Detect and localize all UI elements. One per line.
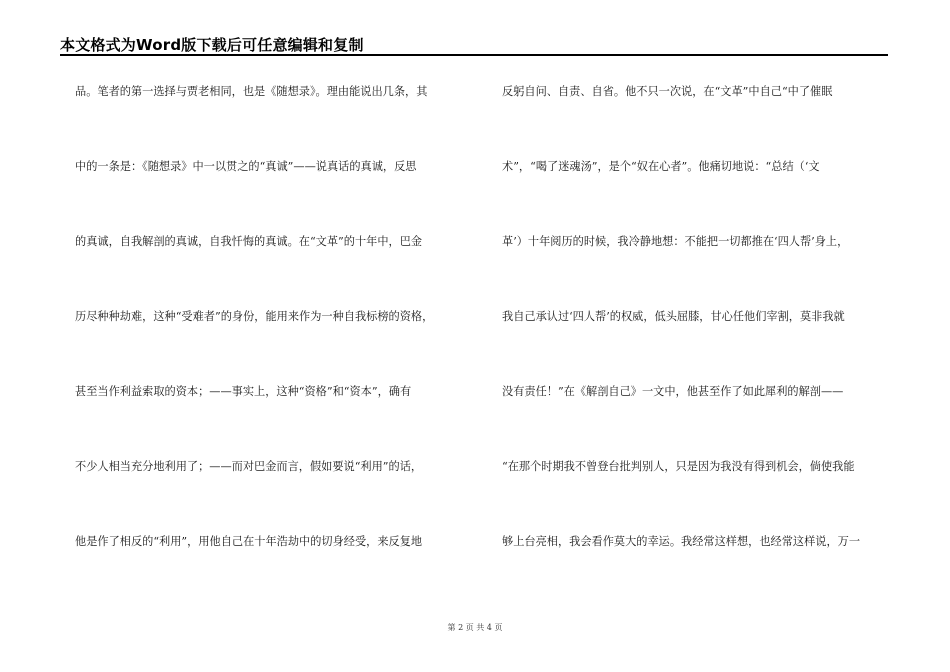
text-line: 够上台亮相，我会看作莫大的幸运。我经常这样想，也经常这样说，万一 (502, 535, 861, 548)
text-line: 不少人相当充分地利用了；——而对巴金而言，假如要说“利用”的话， (75, 460, 423, 473)
text-line: 甚至当作利益索取的资本；——事实上，这种“资格”和“资本”，确有 (75, 385, 412, 398)
document-header-title: 本文格式为Word版下载后可任意编辑和复制 (60, 36, 364, 54)
text-line: 反躬自问、自责、自省。他不只一次说，在“文革”中自己“中了催眠 (502, 85, 833, 98)
page-number-footer: 第 2 页 共 4 页 (447, 623, 503, 632)
text-line: 我自己承认过‘四人帮’的权威，低头屈膝，甘心任他们宰割，莫非我就 (502, 310, 845, 323)
text-line: 的真诚，自我解剖的真诚，自我忏悔的真诚。在“文革”的十年中，巴金 (75, 235, 423, 248)
text-line: 他是作了相反的“利用”，用他自己在十年浩劫中的切身经受，来反复地 (75, 535, 423, 548)
page-header (60, 30, 888, 56)
text-line: 历尽种种劫难，这种“受难者”的身份，能用来作为一种自我标榜的资格， (75, 310, 434, 323)
text-line: “在那个时期我不曾登台批判别人，只是因为我没有得到机会，倘使我能 (502, 460, 855, 473)
text-line: 品。笔者的第一选择与贾老相同，也是《随想录》。理由能说出几条，其 (75, 85, 428, 98)
header-divider (60, 54, 888, 56)
text-line: 没有责任！”在《解剖自己》一文中，他甚至作了如此犀利的解剖—— (502, 385, 844, 398)
text-line: 术”，“喝了迷魂汤”，是个“奴在心者”。他痛切地说：“总结（‘文 (502, 160, 820, 173)
text-line: 革’）十年阅历的时候，我冷静地想：不能把一切都推在‘四人帮’身上， (502, 235, 849, 248)
text-line: 中的一条是：《随想录》中一以贯之的“真诚”——说真话的真诚，反思 (75, 160, 417, 173)
